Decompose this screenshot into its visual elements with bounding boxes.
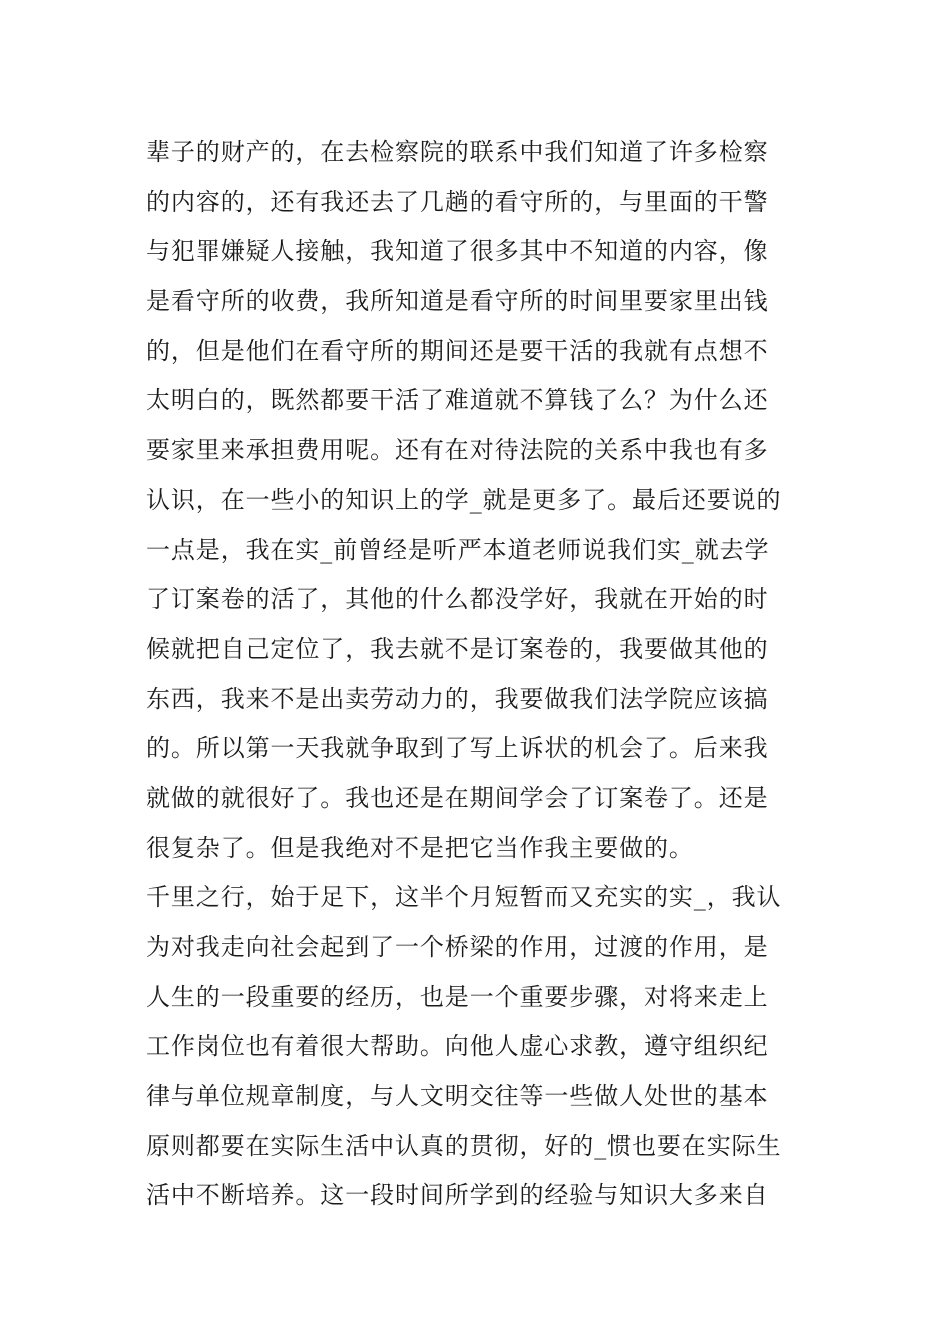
text-line: 的。所以第一天我就争取到了写上诉状的机会了。后来我 [146, 734, 769, 763]
text-line: 候就把自己定位了，我去就不是订案卷的，我要做其他的 [146, 634, 769, 663]
text-line: 千里之行，始于足下，这半个月短暂而又充实的实_，我认 [146, 883, 782, 912]
text-line: 就做的就很好了。我也还是在期间学会了订案卷了。还是 [146, 783, 769, 812]
text-line: 东西，我来不是出卖劳动力的，我要做我们法学院应该搞 [146, 684, 769, 713]
body-text [146, 128, 816, 1221]
text-line: 人生的一段重要的经历，也是一个重要步骤，对将来走上 [146, 982, 769, 1011]
text-line: 与犯罪嫌疑人接触，我知道了很多其中不知道的内容，像 [146, 237, 769, 266]
text-line: 律与单位规章制度，与人文明交往等一些做人处世的基本 [146, 1082, 769, 1111]
text-line: 太明白的，既然都要干活了难道就不算钱了么？为什么还 [146, 386, 769, 415]
text-line: 一点是，我在实_前曾经是听严本道老师说我们实_就去学 [146, 535, 770, 564]
text-line: 工作岗位也有着很大帮助。向他人虚心求教，遵守组织纪 [146, 1032, 769, 1061]
text-line: 原则都要在实际生活中认真的贯彻，好的_惯也要在实际生 [146, 1131, 782, 1160]
text-line: 是看守所的收费，我所知道是看守所的时间里要家里出钱 [146, 287, 769, 316]
text-line: 辈子的财产的，在去检察院的联系中我们知道了许多检察 [146, 138, 769, 166]
text-line: 要家里来承担费用呢。还有在对待法院的关系中我也有多 [146, 436, 769, 465]
text-line: 很复杂了。但是我绝对不是把它当作我主要做的。 [146, 833, 694, 862]
text-line: 了订案卷的活了，其他的什么都没学好，我就在开始的时 [146, 585, 769, 614]
text-line: 的，但是他们在看守所的期间还是要干活的我就有点想不 [146, 336, 769, 365]
text-line: 认识，在一些小的知识上的学_就是更多了。最后还要说的 [146, 485, 782, 514]
text-line: 为对我走向社会起到了一个桥梁的作用，过渡的作用，是 [146, 933, 769, 961]
text-line: 的内容的，还有我还去了几趟的看守所的，与里面的干警 [146, 187, 769, 216]
text-line: 活中不断培养。这一段时间所学到的经验与知识大多来自 [146, 1181, 769, 1210]
